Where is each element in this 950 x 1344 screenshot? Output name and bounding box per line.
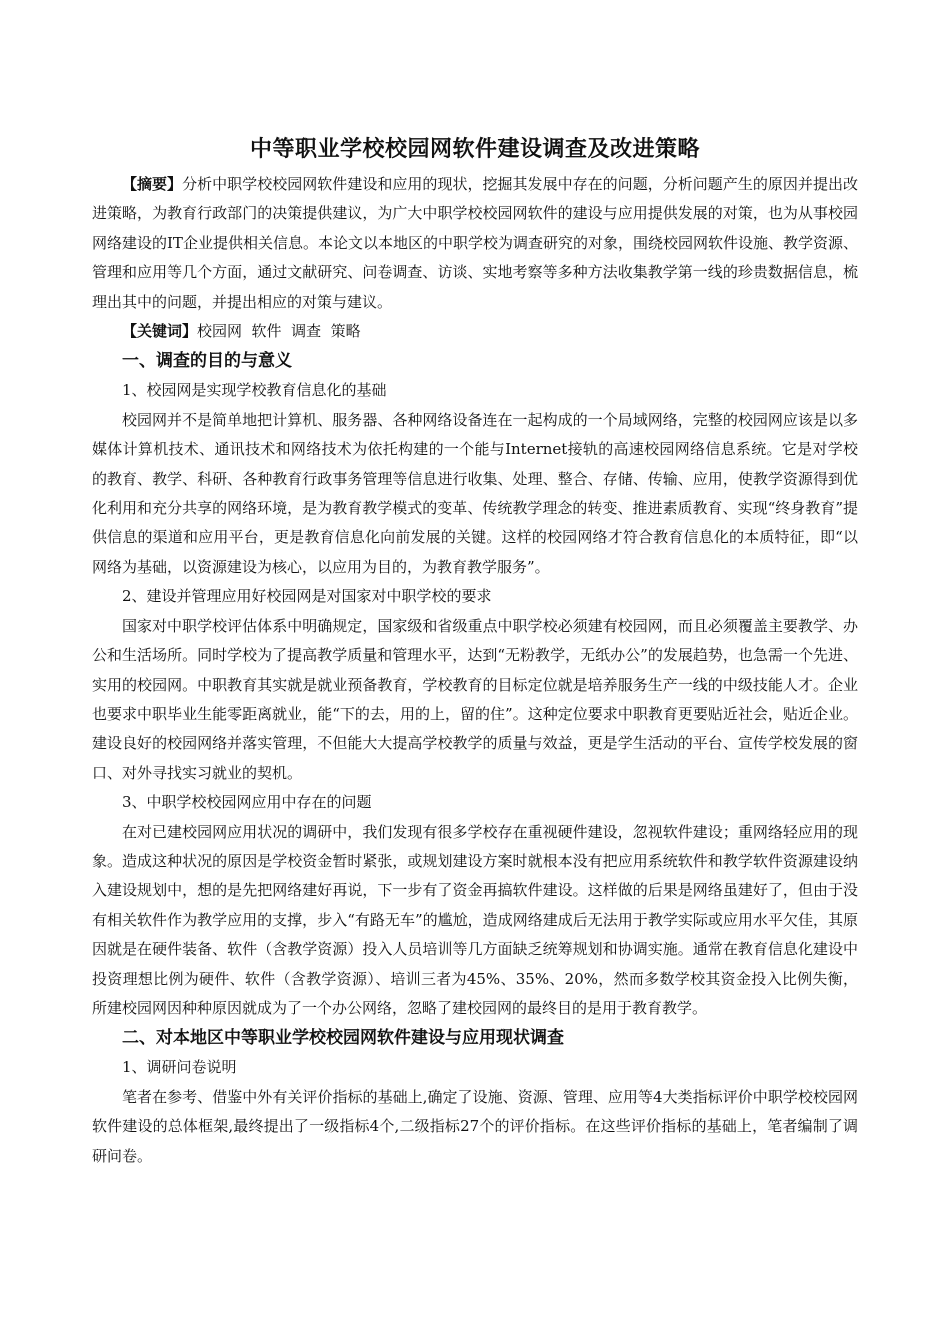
subsection-text-1-2: 国家对中职学校评估体系中明确规定，国家级和省级重点中职学校必须建有校园网，而且必须覆盖主要教学、办公和生活场所。同时学校为了提高教学质量和管理水平，达到“无粉教学，无纸办公”的发展趋势，也急需一个先进、实用的校园网。中职教育其实就是就业预备教育，学校教育的目标定位就是培养服务生产一线的中级技能人才。企业也要求中职毕业生能零距离就业，能“下的去，用的上，留的住”。这种定位要求中职教育更要贴近社会，贴近企业。建设良好的校园网络并落实管理，不但能大大提高学校教学的质量与效益，更是学生活动的平台、宣传学校发展的窗口、对外寻找实习就业的契机。 bbox=[92, 616, 858, 782]
keywords-line bbox=[92, 317, 858, 346]
abstract-paragraph bbox=[92, 170, 858, 317]
keywords-text: 校园网 软件 调查 策略 bbox=[197, 322, 361, 341]
subsection-text-1-1: 校园网并不是简单地把计算机、服务器、各种网络设备连在一起构成的一个局域网络，完整的校园网应该是以多媒体计算机技术、通讯技术和网络技术为依托构建的一个能与Internet接轨的高速校园网络信息系统。它是对学校的教育、教学、科研、各种教育行政事务管理等信息进行收集、处理、整合、存储、传输、应用，使教学资源得到优化利用和充分共享的网络环境，是为教育教学模式的变革、传统教学理念的转变、推进素质教育、实现“终身教育”提供信息的渠道和应用平台，更是教育信息化向前发展的关键。这样的校园网络才符合教育信息化的本质特征，即“以网络为基础，以资源建设为核心，以应用为目的，为教育教学服务”。 bbox=[92, 410, 858, 576]
document-page bbox=[92, 128, 858, 1171]
subsection-title-1-3: 3、中职学校校园网应用中存在的问题 bbox=[122, 793, 372, 812]
subsection-title-1-2: 2、建设并管理应用好校园网是对国家对中职学校的要求 bbox=[122, 587, 492, 606]
abstract-text: 分析中职学校校园网软件建设和应用的现状，挖掘其发展中存在的问题，分析问题产生的原因并提出改进策略，为教育行政部门的决策提供建议，为广大中职学校校园网软件的建设与应用提供发展的对策，也为从事校园网络建设的IT企业提供相关信息。本论文以本地区的中职学校为调查研究的对象，围绕校园网软件设施、教学资源、管理和应用等几个方面，通过文献研究、问卷调查、访谈、实地考察等多种方法收集教学第一线的珍贵数据信息，梳理出其中的问题，并提出相应的对策与建议。 bbox=[92, 175, 858, 311]
section-heading-1: 一、调查的目的与意义 bbox=[122, 351, 292, 372]
abstract-label: 【摘要】 bbox=[122, 175, 183, 193]
subsection-title-1-1: 1、校园网是实现学校教育信息化的基础 bbox=[122, 381, 387, 400]
subsection-text-1-3: 在对已建校园网应用状况的调研中，我们发现有很多学校存在重视硬件建设，忽视软件建设；重网络轻应用的现象。造成这种状况的原因是学校资金暂时紧张，或规划建设方案时就根本没有把应用系统软件和教学软件资源建设纳入建设规划中，想的是先把网络建好再说，下一步有了资金再搞软件建设。这样做的后果是网络虽建好了，但由于没有相关软件作为教学应用的支撑，步入“有路无车”的尴尬，造成网络建成后无法用于教学实际或应用水平欠佳，其原因就是在硬件装备、软件（含教学资源）投入人员培训等几方面缺乏统筹规划和协调实施。通常在教育信息化建设中投资理想比例为硬件、软件（含教学资源）、培训三者为45%、35%、20%，然而多数学校其资金投入比例失衡，所建校园网因种种原因就成为了一个办公网络，忽略了建校园网的最终目的是用于教育教学。 bbox=[92, 822, 858, 1017]
section-heading-2: 二、对本地区中等职业学校校园网软件建设与应用现状调查 bbox=[122, 1028, 564, 1049]
subsection-text-2-1: 笔者在参考、借鉴中外有关评价指标的基础上,确定了设施、资源、管理、应用等4大类指标评价中职学校校园网软件建设的总体框架,最终提出了一级指标4个,二级指标27个的评价指标。在这些评价指标的基础上，笔者编制了调研问卷。 bbox=[92, 1087, 858, 1165]
document-title: 中等职业学校校园网软件建设调查及改进策略 bbox=[249, 137, 700, 162]
subsection-title-2-1: 1、调研问卷说明 bbox=[122, 1058, 237, 1077]
keywords-label: 【关键词】 bbox=[122, 322, 198, 341]
